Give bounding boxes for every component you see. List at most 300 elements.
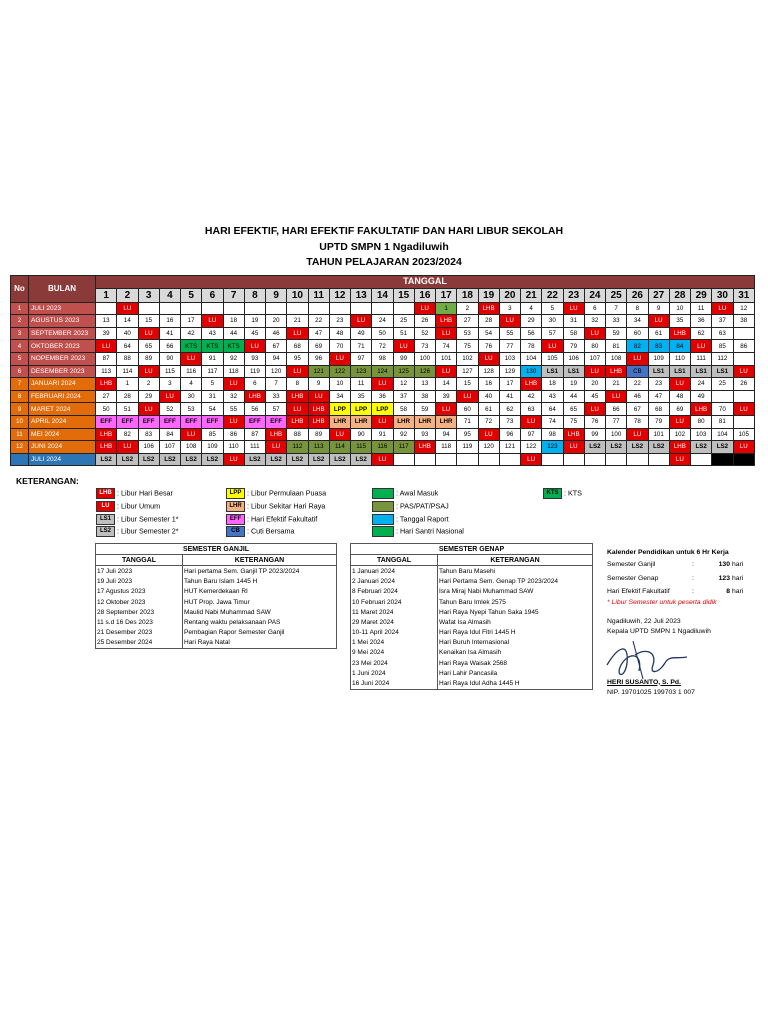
day-cell <box>712 390 733 403</box>
ganjil-desc: HUT Kemerdekaan RI <box>183 587 337 597</box>
day-cell: 21 <box>606 378 627 391</box>
day-number: 30 <box>712 288 733 302</box>
summary-sep: : <box>692 588 694 596</box>
day-cell: 101 <box>436 352 457 365</box>
day-cell <box>138 302 159 315</box>
month-name: MEI 2024 <box>29 428 96 441</box>
day-cell: 58 <box>563 327 584 340</box>
day-cell: LU <box>521 415 542 428</box>
day-cell: LU <box>733 365 755 378</box>
day-cell: LU <box>478 352 499 365</box>
genap-desc: Tahun Baru Imlek 2575 <box>438 597 593 607</box>
legend-swatch: LHR <box>226 501 245 512</box>
day-cell: LU <box>244 340 265 353</box>
day-cell: 2 <box>138 378 159 391</box>
day-cell: 57 <box>542 327 563 340</box>
day-number: 24 <box>584 288 605 302</box>
month-name: JUNI 2024 <box>29 441 96 454</box>
calendar-table <box>10 275 755 466</box>
day-cell: 29 <box>521 315 542 328</box>
day-cell: LU <box>96 340 117 353</box>
day-cell: 79 <box>648 415 669 428</box>
day-cell: 113 <box>96 365 117 378</box>
day-cell: 14 <box>436 378 457 391</box>
legend-item <box>372 514 449 525</box>
day-cell: LHB <box>96 428 117 441</box>
genap-desc: Hari Raya Idul Fitri 1445 H <box>438 628 593 638</box>
day-cell: LU <box>606 390 627 403</box>
day-cell: 102 <box>669 428 690 441</box>
day-cell <box>96 302 117 315</box>
day-cell <box>372 302 393 315</box>
day-number: 17 <box>436 288 457 302</box>
calendar-row <box>11 428 755 441</box>
day-cell: 59 <box>414 403 435 416</box>
day-cell: 50 <box>372 327 393 340</box>
day-cell: LHR <box>393 415 414 428</box>
day-cell: LHB <box>244 390 265 403</box>
day-cell: 45 <box>584 390 605 403</box>
day-cell: 119 <box>244 365 265 378</box>
legend-item <box>372 488 438 499</box>
day-cell: LHB <box>691 403 712 416</box>
day-cell: 60 <box>457 403 478 416</box>
day-number: 25 <box>606 288 627 302</box>
day-cell: LHB <box>287 390 308 403</box>
day-cell: LHR <box>414 415 435 428</box>
day-cell: 95 <box>287 352 308 365</box>
day-cell: 121 <box>308 365 329 378</box>
day-cell: LS1 <box>691 365 712 378</box>
day-cell: 20 <box>266 315 287 328</box>
day-cell: 116 <box>181 365 202 378</box>
day-cell: LU <box>691 340 712 353</box>
day-cell: LS2 <box>308 453 329 466</box>
legend-item <box>226 501 325 512</box>
month-name: OKTOBER 2023 <box>29 340 96 353</box>
day-cell: 20 <box>584 378 605 391</box>
day-cell: 88 <box>117 352 138 365</box>
day-cell: 7 <box>266 378 287 391</box>
day-number: 22 <box>542 288 563 302</box>
day-cell: 112 <box>712 352 733 365</box>
genap-row <box>351 617 593 627</box>
day-cell: 5 <box>542 302 563 315</box>
day-cell <box>287 302 308 315</box>
day-cell: LU <box>521 453 542 466</box>
day-cell: LU <box>181 428 202 441</box>
legend-label: : Awal Masuk <box>396 488 439 498</box>
day-cell: 37 <box>712 315 733 328</box>
day-cell: 55 <box>223 403 244 416</box>
legend-swatch: LS2 <box>96 526 115 537</box>
semester-genap-table <box>350 543 593 690</box>
legend-item <box>96 514 179 525</box>
day-number: 5 <box>181 288 202 302</box>
day-cell: 80 <box>691 415 712 428</box>
day-cell: 67 <box>266 340 287 353</box>
day-cell: LS2 <box>329 453 350 466</box>
day-cell: 39 <box>96 327 117 340</box>
day-cell: 13 <box>96 315 117 328</box>
day-cell: LS1 <box>563 365 584 378</box>
day-cell: 14 <box>117 315 138 328</box>
genap-row <box>351 638 593 648</box>
ganjil-row <box>96 617 337 627</box>
day-cell: LS2 <box>691 441 712 454</box>
legend-item <box>226 526 295 537</box>
ganjil-desc: Pembagian Rapor Semester Ganjil <box>183 628 337 638</box>
day-cell <box>457 453 478 466</box>
genap-desc: Tahun Baru Masehi <box>438 566 593 577</box>
day-cell: LU <box>308 390 329 403</box>
day-cell: 115 <box>159 365 180 378</box>
day-cell <box>606 453 627 466</box>
month-name: JULI 2023 <box>29 302 96 315</box>
day-cell: 58 <box>393 403 414 416</box>
day-cell: 98 <box>542 428 563 441</box>
day-cell: 93 <box>244 352 265 365</box>
day-cell: 51 <box>117 403 138 416</box>
day-number: 12 <box>329 288 350 302</box>
legend-item <box>372 501 449 512</box>
genap-desc: Hari Pertama Sem. Genap TP 2023/2024 <box>438 577 593 587</box>
day-cell: 103 <box>499 352 520 365</box>
month-name: MARET 2024 <box>29 403 96 416</box>
ganjil-col-desc: KETERANGAN <box>183 555 337 566</box>
day-cell: 19 <box>563 378 584 391</box>
day-cell: LHB <box>521 378 542 391</box>
day-cell: LU <box>478 428 499 441</box>
day-cell: 27 <box>96 390 117 403</box>
summary-rows <box>607 558 757 599</box>
day-cell: 38 <box>414 390 435 403</box>
day-number: 23 <box>563 288 584 302</box>
day-cell: 122 <box>521 441 542 454</box>
day-cell: 117 <box>393 441 414 454</box>
day-cell: 37 <box>393 390 414 403</box>
genap-date: 10-11 April 2024 <box>351 628 438 638</box>
day-cell: LS2 <box>648 441 669 454</box>
day-cell: 111 <box>691 352 712 365</box>
row-number: 5 <box>11 352 29 365</box>
day-cell: 41 <box>159 327 180 340</box>
day-cell: 63 <box>712 327 733 340</box>
day-cell: 104 <box>521 352 542 365</box>
day-number: 8 <box>244 288 265 302</box>
day-cell: 44 <box>223 327 244 340</box>
day-cell: 34 <box>627 315 648 328</box>
calendar-row <box>11 315 755 328</box>
row-number: 11 <box>11 428 29 441</box>
legend-label: : Libur Semester 2* <box>117 526 179 536</box>
day-cell: LS2 <box>117 453 138 466</box>
day-number: 31 <box>733 288 755 302</box>
day-cell: 87 <box>96 352 117 365</box>
day-cell <box>266 302 287 315</box>
day-cell: EFF <box>244 415 265 428</box>
day-cell: 103 <box>691 428 712 441</box>
day-cell: LU <box>733 441 755 454</box>
ganjil-date: 17 Juli 2023 <box>96 566 183 577</box>
day-cell: 69 <box>308 340 329 353</box>
day-cell: EFF <box>181 415 202 428</box>
day-number: 15 <box>393 288 414 302</box>
day-cell: 90 <box>351 428 372 441</box>
day-cell <box>712 453 733 466</box>
day-cell: 110 <box>669 352 690 365</box>
day-cell: 41 <box>499 390 520 403</box>
ganjil-date: 28 September 2023 <box>96 607 183 617</box>
day-number: 1 <box>96 288 117 302</box>
header-no: No <box>11 276 29 303</box>
ganjil-col-date: TANGGAL <box>96 555 183 566</box>
day-cell: 31 <box>202 390 223 403</box>
legend-item <box>96 501 160 512</box>
genap-row <box>351 607 593 617</box>
day-cell: 115 <box>351 441 372 454</box>
day-cell: LU <box>159 390 180 403</box>
legend-label: : Libur Umum <box>117 501 161 511</box>
day-cell: 111 <box>244 441 265 454</box>
day-cell: 24 <box>372 315 393 328</box>
day-cell: 34 <box>329 390 350 403</box>
day-number-row <box>11 288 755 302</box>
calendar-row <box>11 365 755 378</box>
day-number: 3 <box>138 288 159 302</box>
day-number: 20 <box>499 288 520 302</box>
day-cell: 90 <box>159 352 180 365</box>
day-cell: 10 <box>669 302 690 315</box>
day-cell: 32 <box>584 315 605 328</box>
day-cell: LPP <box>372 403 393 416</box>
day-number: 14 <box>372 288 393 302</box>
day-cell <box>584 453 605 466</box>
day-cell: 93 <box>414 428 435 441</box>
day-cell: 30 <box>542 315 563 328</box>
day-cell: 83 <box>138 428 159 441</box>
day-cell: 23 <box>648 378 669 391</box>
day-cell: 85 <box>712 340 733 353</box>
genap-desc: Hari Lahir Pancasila <box>438 668 593 678</box>
calendar-row <box>11 327 755 340</box>
day-cell <box>181 302 202 315</box>
legend-swatch: KTS <box>543 488 562 499</box>
day-cell: 27 <box>457 315 478 328</box>
day-cell: 5 <box>202 378 223 391</box>
day-cell: 23 <box>329 315 350 328</box>
day-cell: 94 <box>266 352 287 365</box>
day-cell <box>563 453 584 466</box>
place-date: Ngadiluwih, 22 Juli 2023 <box>607 617 681 625</box>
day-cell: 36 <box>372 390 393 403</box>
legend-swatch <box>372 514 394 525</box>
day-cell: 53 <box>181 403 202 416</box>
day-cell: 24 <box>691 378 712 391</box>
genap-desc: Wafat Isa Almasih <box>438 617 593 627</box>
day-cell <box>202 302 223 315</box>
day-cell: 46 <box>627 390 648 403</box>
day-cell: 68 <box>287 340 308 353</box>
ganjil-desc: Tahun Baru Islam 1445 H <box>183 577 337 587</box>
genap-date: 10 Februari 2024 <box>351 597 438 607</box>
genap-date: 23 Mei 2024 <box>351 658 438 668</box>
day-cell: LU <box>584 365 605 378</box>
day-cell: LHB <box>96 441 117 454</box>
day-cell <box>733 352 755 365</box>
summary-sep: : <box>692 574 694 582</box>
day-cell: 106 <box>138 441 159 454</box>
day-cell: LHB <box>414 441 435 454</box>
day-cell: 61 <box>648 327 669 340</box>
day-cell: 70 <box>712 403 733 416</box>
day-cell: LHB <box>266 428 287 441</box>
day-cell: 97 <box>351 352 372 365</box>
legend-swatch: LU <box>96 501 115 512</box>
day-cell: EFF <box>266 415 287 428</box>
day-cell: 106 <box>563 352 584 365</box>
day-cell: 123 <box>351 365 372 378</box>
day-cell: 65 <box>138 340 159 353</box>
day-cell: 62 <box>691 327 712 340</box>
genap-row <box>351 628 593 638</box>
day-cell <box>393 302 414 315</box>
day-cell: 73 <box>499 415 520 428</box>
summary-row <box>607 558 757 572</box>
row-number: 10 <box>11 415 29 428</box>
day-cell: 70 <box>329 340 350 353</box>
day-cell: LU <box>669 453 690 466</box>
day-cell: 54 <box>202 403 223 416</box>
day-cell: LU <box>117 441 138 454</box>
day-cell: 11 <box>351 378 372 391</box>
day-cell: 104 <box>712 428 733 441</box>
day-cell <box>478 453 499 466</box>
genap-date: 8 Februari 2024 <box>351 587 438 597</box>
day-cell: LHR <box>436 415 457 428</box>
day-cell: 33 <box>606 315 627 328</box>
genap-date: 9 Mei 2024 <box>351 648 438 658</box>
day-cell: 75 <box>457 340 478 353</box>
day-cell: LS1 <box>542 365 563 378</box>
legend-label: : Cuti Bersama <box>247 526 295 536</box>
day-cell: 79 <box>563 340 584 353</box>
summary-unit: hari <box>732 574 744 582</box>
day-cell: 49 <box>691 390 712 403</box>
day-cell: 1 <box>436 302 457 315</box>
day-cell: LU <box>287 365 308 378</box>
day-number: 27 <box>648 288 669 302</box>
day-cell: 3 <box>159 378 180 391</box>
day-cell: 45 <box>244 327 265 340</box>
day-cell: 130 <box>521 365 542 378</box>
row-number: 3 <box>11 327 29 340</box>
day-cell: 84 <box>669 340 690 353</box>
day-cell: 55 <box>499 327 520 340</box>
day-cell: 46 <box>266 327 287 340</box>
header-tanggal: TANGGAL <box>96 276 755 289</box>
day-cell: 113 <box>308 441 329 454</box>
day-cell <box>244 302 265 315</box>
day-cell: KTS <box>181 340 202 353</box>
day-cell: 110 <box>223 441 244 454</box>
ganjil-date: 11 s.d 16 Des 2023 <box>96 617 183 627</box>
day-cell: 88 <box>287 428 308 441</box>
legend-swatch <box>372 526 394 537</box>
legend-label: : PAS/PAT/PSAJ <box>396 501 449 511</box>
day-cell: LU <box>563 441 584 454</box>
day-number: 4 <box>159 288 180 302</box>
day-cell: 29 <box>138 390 159 403</box>
row-number: 6 <box>11 365 29 378</box>
summary-unit: hari <box>732 561 744 569</box>
month-name: DESEMBER 2023 <box>29 365 96 378</box>
day-cell: 51 <box>393 327 414 340</box>
day-cell: 94 <box>436 428 457 441</box>
ganjil-desc: Maulid Nabi Muhammad SAW <box>183 607 337 617</box>
legend-item <box>96 526 179 537</box>
day-cell: 35 <box>669 315 690 328</box>
ganjil-date: 17 Agustus 2023 <box>96 587 183 597</box>
legend-item <box>96 488 173 499</box>
day-cell: 1 <box>117 378 138 391</box>
genap-desc: Hari Buruh Internasional <box>438 638 593 648</box>
ganjil-row <box>96 566 337 577</box>
day-number: 18 <box>457 288 478 302</box>
day-cell: 40 <box>478 390 499 403</box>
calendar-row <box>11 352 755 365</box>
day-cell: 128 <box>478 365 499 378</box>
day-cell <box>691 453 712 466</box>
day-cell: 35 <box>351 390 372 403</box>
day-cell: 16 <box>159 315 180 328</box>
ganjil-date: 19 Juli 2023 <box>96 577 183 587</box>
month-name: JANUARI 2024 <box>29 378 96 391</box>
day-cell: 92 <box>393 428 414 441</box>
day-cell: 78 <box>627 415 648 428</box>
summary-note: * Libur Semester untuk peserta didik <box>607 598 717 606</box>
day-cell: LU <box>372 453 393 466</box>
calendar-row <box>11 302 755 315</box>
day-cell: LU <box>372 415 393 428</box>
day-cell: LPP <box>329 403 350 416</box>
genap-col-desc: KETERANGAN <box>438 555 593 566</box>
genap-col-date: TANGGAL <box>351 555 438 566</box>
day-cell: LHB <box>478 302 499 315</box>
day-cell: 38 <box>733 315 755 328</box>
row-number <box>11 453 29 466</box>
day-cell: LU <box>669 378 690 391</box>
day-cell: 119 <box>457 441 478 454</box>
legend-label: : Hari Efektif Fakultatif <box>247 514 318 524</box>
calendar-row <box>11 453 755 466</box>
day-cell: 78 <box>521 340 542 353</box>
day-cell: 43 <box>542 390 563 403</box>
legend-item <box>372 526 464 537</box>
day-cell: 82 <box>117 428 138 441</box>
summary-panel <box>607 549 757 696</box>
day-cell: 105 <box>542 352 563 365</box>
ganjil-desc: Hari Raya Natal <box>183 638 337 649</box>
day-cell: 91 <box>202 352 223 365</box>
day-cell: 43 <box>202 327 223 340</box>
ganjil-row <box>96 628 337 638</box>
day-cell: 30 <box>181 390 202 403</box>
day-cell: 22 <box>308 315 329 328</box>
day-cell: 12 <box>393 378 414 391</box>
day-cell: 25 <box>393 315 414 328</box>
day-cell: LS2 <box>159 453 180 466</box>
